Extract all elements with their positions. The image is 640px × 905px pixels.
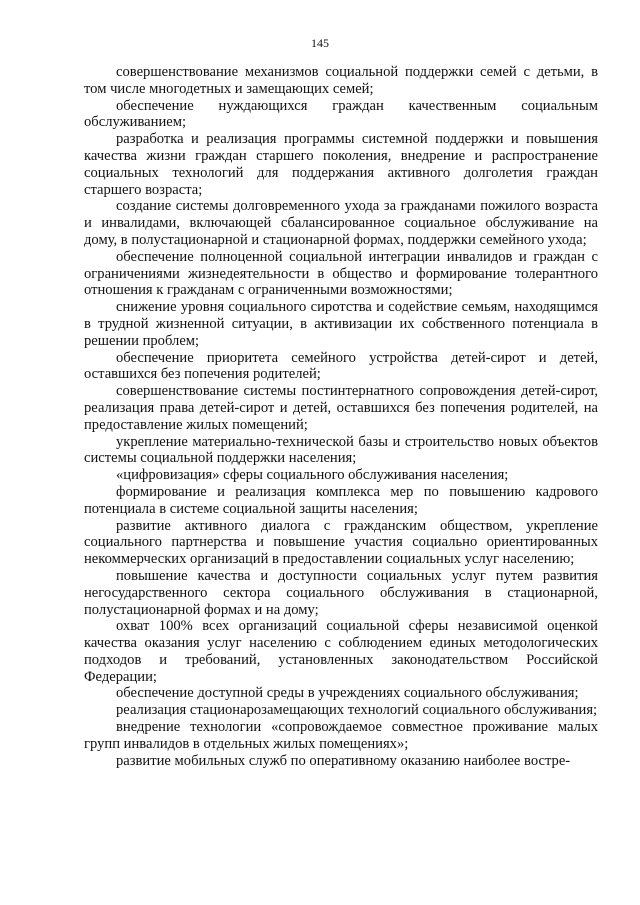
paragraph: развитие активного диалога с гражданским обществом, укрепление социального партнерства и повышение участия социально ориентированных некоммерческих организаций в предоставлении социальных услуг населению; [84,517,598,568]
paragraph: формирование и реализация комплекса мер по повышению кадрового потенциала в системе социальной защиты населения; [84,483,598,517]
paragraph: «цифровизация» сферы социального обслуживания населения; [116,467,509,484]
paragraph: разработка и реализация программы системной поддержки и повышения качества жизни граждан старшего поколения, внедрение и распространение социальных технологий для поддержания активного долголетия граждан старшего возраста; [84,131,598,198]
paragraph: обеспечение полноценной социальной интеграции инвалидов и граждан с ограничениями жизнедеятельности в общество и формирование толерантного отношения к гражданам с ограниченными возможностями; [84,248,598,299]
paragraph: совершенствование системы постинтернатного сопровождения детей-сирот, реализация права детей-сирот и детей, оставшихся без попечения родителей, на предоставление жилых помещений; [84,383,598,433]
paragraph: внедрение технологии «сопровождаемое совместное проживание малых групп инвалидов в отдельных жилых помещениях»; [84,719,598,752]
page-number: 145 [311,36,329,50]
paragraph: снижение уровня социального сиротства и содействие семьям, находящимся в трудной жизненной ситуации, в активизации их собственного потенциала в решении проблем; [84,299,598,349]
paragraph: повышение качества и доступности социальных услуг путем развития негосударственного сектора социального обслуживания в стационарной, полустационарной формах и на дому; [84,567,598,618]
paragraph: развитие мобильных служб по оперативному оказанию наиболее востре- [116,752,571,769]
paragraph: обеспечение нуждающихся граждан качественным социальным обслуживанием; [84,97,598,131]
paragraph: укрепление материально-технической базы и строительство новых объектов системы социальной поддержки населения; [84,433,598,467]
body-text [84,64,598,769]
paragraph: обеспечение приоритета семейного устройства детей-сирот и детей, оставшихся без попечения родителей; [84,349,598,383]
paragraph: охват 100% всех организаций социальной сферы независимой оценкой качества оказания услуг населению с соблюдением единых методологических подходов и требований, установленных законодательством Российской Федерации; [84,618,598,685]
paragraph: обеспечение доступной среды в учреждениях социального обслуживания; [116,685,579,702]
paragraph: совершенствование механизмов социальной поддержки семей с детьми, в том числе многодетных и замещающих семей; [84,64,598,97]
paragraph: создание системы долговременного ухода за гражданами пожилого возраста и инвалидами, включающей сбалансированное социальное обслуживание на дому, в полустационарной и стационарной формах, поддержки семейного ухода; [84,198,598,248]
paragraph: реализация стационарозамещающих технологий социального обслуживания; [116,702,598,719]
